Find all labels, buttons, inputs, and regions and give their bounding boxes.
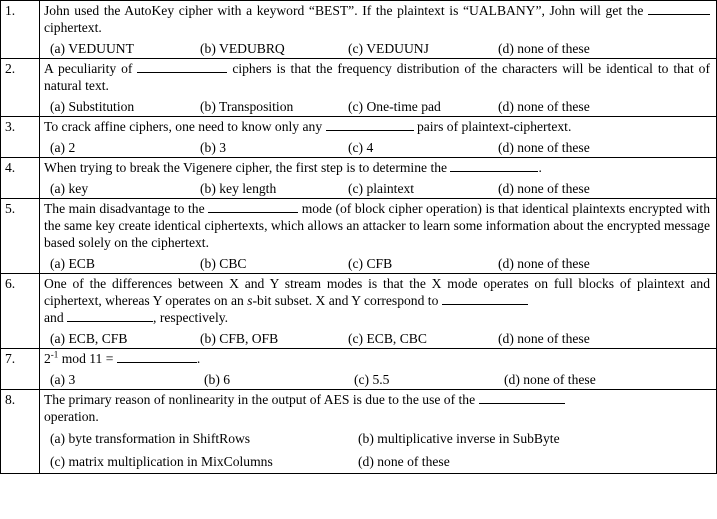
question-text-part: The main disadvantage to the xyxy=(44,201,205,216)
option-c: (c) plaintext xyxy=(348,181,415,196)
question-text-part: ciphertext. xyxy=(44,20,102,35)
option-d: (d) none of these xyxy=(498,41,590,56)
question-text-part: A peculiarity of xyxy=(44,61,133,76)
question-row-3 xyxy=(1,117,717,158)
question-text xyxy=(44,60,710,94)
option-a: (a) Substitution xyxy=(50,99,135,114)
option-b: (b) VEDUBRQ xyxy=(200,41,285,56)
option-a: (a) 2 xyxy=(50,140,76,155)
answer-options xyxy=(44,255,710,272)
option-a: (a) byte transformation in ShiftRows xyxy=(50,431,251,446)
question-text xyxy=(44,200,710,251)
question-number: 1. xyxy=(1,1,40,59)
answer-options xyxy=(44,180,710,197)
option-b: (b) CBC xyxy=(200,256,247,271)
option-c: (c) 4 xyxy=(348,140,374,155)
answer-blank xyxy=(137,60,227,73)
question-number: 3. xyxy=(1,117,40,158)
question-text xyxy=(44,350,710,367)
question-body xyxy=(40,158,717,199)
question-text-part: and xyxy=(44,310,64,325)
option-c: (c) matrix multiplication in MixColumns xyxy=(50,454,273,469)
option-b: (b) key length xyxy=(200,181,277,196)
answer-options xyxy=(44,98,710,115)
answer-blank xyxy=(442,292,528,305)
question-row-1 xyxy=(1,1,717,59)
option-d: (d) none of these xyxy=(358,454,450,469)
question-text-part: ciphers is that the frequency distribution of the characters will be identical to that of natural text. xyxy=(44,61,711,93)
question-text-part: . xyxy=(538,160,542,175)
question-row-6 xyxy=(1,274,717,349)
answer-options xyxy=(44,430,710,470)
option-b: (b) multiplicative inverse in SubByte xyxy=(358,431,560,446)
question-body xyxy=(40,274,717,349)
answer-options xyxy=(44,40,710,57)
answer-blank xyxy=(326,118,414,131)
question-row-2 xyxy=(1,59,717,117)
answer-blank xyxy=(67,309,153,322)
question-text-part: When trying to break the Vigenere cipher, the first step is to determine the xyxy=(44,160,448,175)
question-text-part: . xyxy=(196,351,201,366)
question-text-part: mod 11 = xyxy=(58,351,114,366)
question-number: 4. xyxy=(1,158,40,199)
option-c: (c) ECB, CBC xyxy=(348,331,427,346)
answer-options xyxy=(44,330,710,347)
question-text-part: 2 xyxy=(44,351,51,366)
answer-options xyxy=(44,371,710,388)
question-row-7 xyxy=(1,349,717,390)
option-d: (d) none of these xyxy=(498,99,590,114)
question-text xyxy=(44,159,710,176)
question-number: 8. xyxy=(1,390,40,474)
answer-blank xyxy=(479,391,565,404)
question-number: 7. xyxy=(1,349,40,390)
answer-blank xyxy=(648,2,710,15)
option-a: (a) 3 xyxy=(50,372,76,387)
question-body xyxy=(40,117,717,158)
question-text-part: -bit subset. X and Y correspond to xyxy=(252,293,439,308)
answer-blank xyxy=(117,350,197,363)
question-number: 6. xyxy=(1,274,40,349)
answer-blank xyxy=(208,200,298,213)
question-text xyxy=(44,118,710,135)
question-body xyxy=(40,390,717,474)
option-c: (c) CFB xyxy=(348,256,393,271)
question-text-part: mode (of block cipher operation) is that identical plaintexts encrypted with the same key create identical ciphertexts, which allows an attacker to learn some information about the encrypted message based solely on the ciphertext. xyxy=(44,201,710,250)
option-d: (d) none of these xyxy=(498,256,590,271)
option-d: (d) none of these xyxy=(498,140,590,155)
option-d: (d) none of these xyxy=(498,331,590,346)
question-body xyxy=(40,59,717,117)
answer-options xyxy=(44,139,710,156)
option-c: (c) One-time pad xyxy=(348,99,441,114)
question-body xyxy=(40,349,717,390)
question-text xyxy=(44,2,710,36)
question-text xyxy=(44,275,710,326)
question-body xyxy=(40,1,717,59)
question-text-part: John used the AutoKey cipher with a keyword “BEST”. If the plaintext is “UALBANY”, John will get the xyxy=(44,3,644,18)
option-c: (c) VEDUUNJ xyxy=(348,41,429,56)
option-b: (b) 3 xyxy=(200,140,227,155)
option-a: (a) ECB, CFB xyxy=(50,331,128,346)
option-d: (d) none of these xyxy=(504,372,596,387)
option-b: (b) Transposition xyxy=(200,99,294,114)
question-superscript: -1 xyxy=(50,349,59,360)
question-text-part: pairs of plaintext-ciphertext. xyxy=(416,119,572,134)
question-text-part: The primary reason of nonlinearity in the output of AES is due to the use of the xyxy=(44,392,476,407)
option-a: (a) key xyxy=(50,181,89,196)
question-text xyxy=(44,391,710,425)
question-number: 5. xyxy=(1,199,40,274)
question-row-4 xyxy=(1,158,717,199)
question-text-part: , respectively. xyxy=(153,310,229,325)
question-body xyxy=(40,199,717,274)
option-c: (c) 5.5 xyxy=(354,372,390,387)
question-text-part: To crack affine ciphers, one need to know only any xyxy=(44,119,323,134)
answer-blank xyxy=(450,159,538,172)
question-text-part: One of the differences between X and Y stream modes is that the X mode operates on full blocks of plaintext and ciphertext, whereas Y operates on an xyxy=(44,276,710,308)
question-row-8 xyxy=(1,390,717,474)
option-b: (b) 6 xyxy=(204,372,231,387)
option-a: (a) ECB xyxy=(50,256,95,271)
question-row-5 xyxy=(1,199,717,274)
option-b: (b) CFB, OFB xyxy=(200,331,279,346)
option-a: (a) VEDUUNT xyxy=(50,41,134,56)
question-text-italic: s xyxy=(247,293,253,308)
question-number: 2. xyxy=(1,59,40,117)
option-d: (d) none of these xyxy=(498,181,590,196)
question-text-part: operation. xyxy=(44,409,99,424)
